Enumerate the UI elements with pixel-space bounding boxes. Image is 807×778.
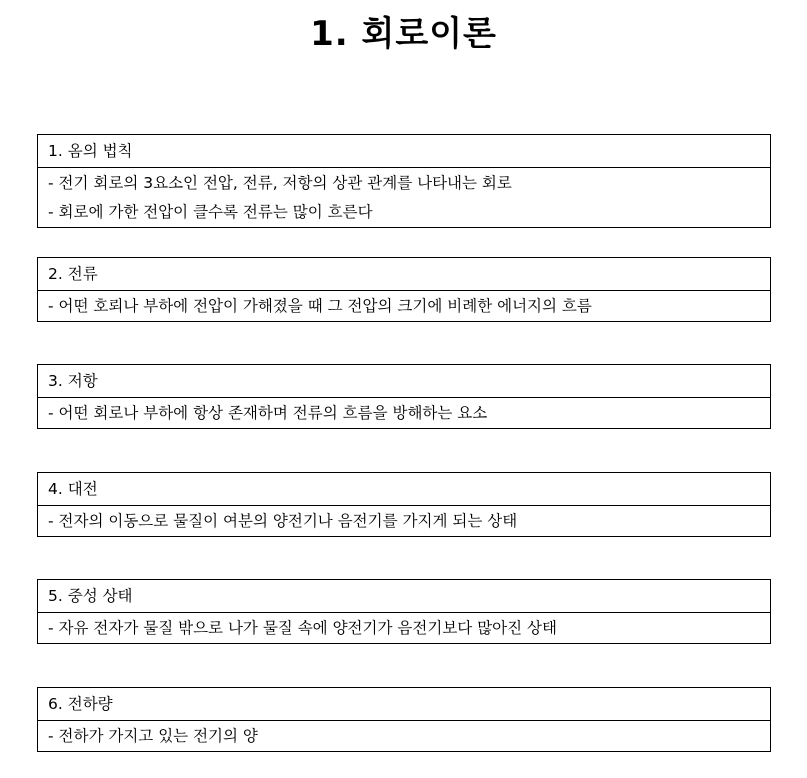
section-line: - 어떤 회로나 부하에 항상 존재하며 전류의 흐름을 방해하는 요소 [48, 404, 488, 422]
section-line: - 전기 회로의 3요소인 전압, 전류, 저항의 상관 관계를 나타내는 회로 [48, 174, 512, 192]
section-heading: 3. 저항 [38, 365, 770, 398]
section-charge-quantity [37, 687, 771, 752]
section-heading: 6. 전하량 [38, 688, 770, 721]
section-line: - 전하가 가지고 있는 전기의 양 [48, 727, 258, 745]
section-line: - 어떤 호뢰나 부하에 전압이 가해졌을 때 그 전압의 크기에 비례한 에너지의 흐름 [48, 297, 592, 315]
page-title: 1. 회로이론 [310, 14, 497, 54]
section-charging [37, 472, 771, 537]
section-resistance [37, 364, 771, 429]
section-heading: 5. 중성 상태 [38, 580, 770, 613]
section-line: - 자유 전자가 물질 밖으로 나가 물질 속에 양전기가 음전기보다 많아진 상태 [48, 619, 557, 637]
section-neutral-state [37, 579, 771, 644]
section-line: - 회로에 가한 전압이 클수록 전류는 많이 흐른다 [48, 203, 373, 221]
section-heading: 1. 옴의 법칙 [38, 135, 770, 168]
section-heading: 4. 대전 [38, 473, 770, 506]
section-line: - 전자의 이동으로 물질이 여분의 양전기나 음전기를 가지게 되는 상태 [48, 512, 518, 530]
section-heading: 2. 전류 [38, 258, 770, 291]
section-current [37, 257, 771, 322]
section-ohms-law [37, 134, 771, 228]
